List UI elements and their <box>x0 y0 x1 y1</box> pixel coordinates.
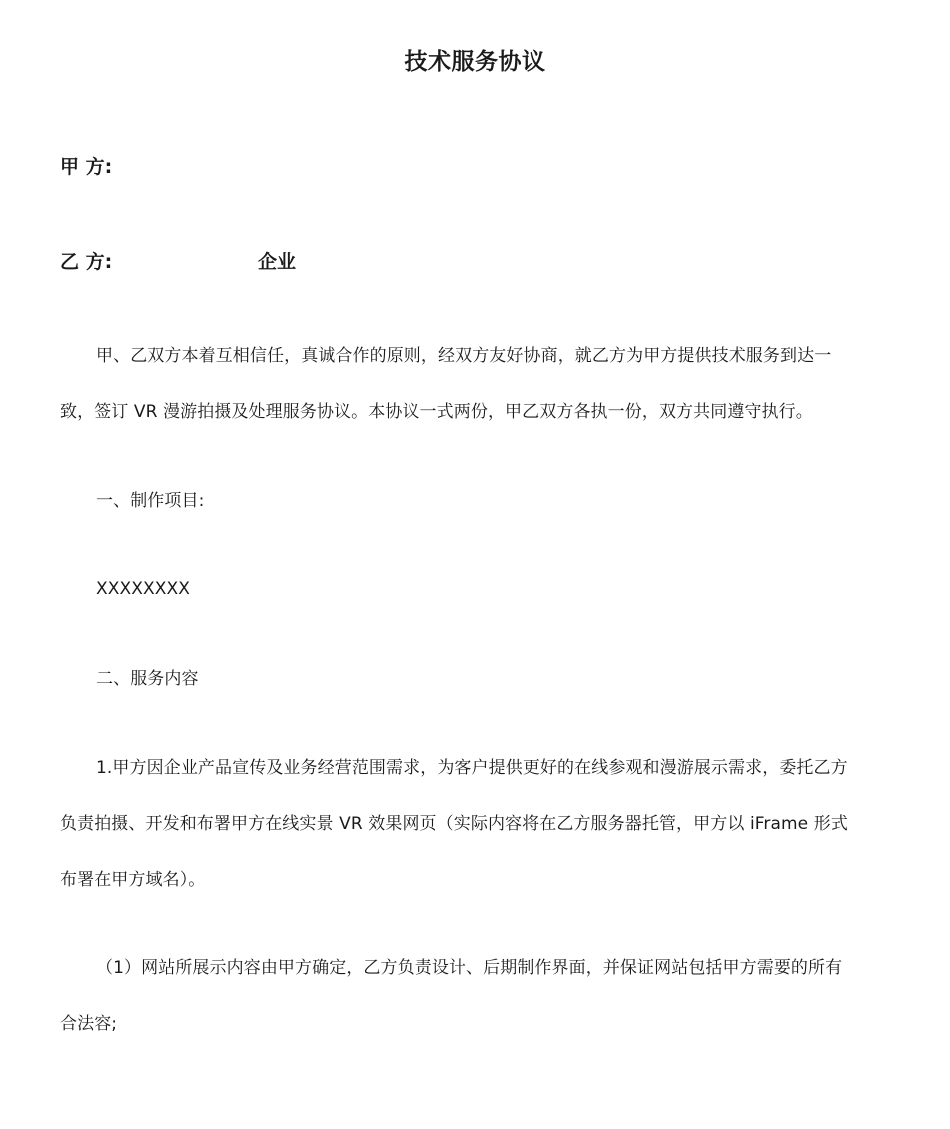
party-a-row <box>60 153 112 181</box>
party-b-label: 乙 方: <box>60 251 113 273</box>
intro-line-1: 甲、乙双方本着互相信任，真诚合作的原则，经双方友好协商，就乙方为甲方提供技术服务到达一 <box>96 346 832 366</box>
party-b-name: 企业 <box>258 251 297 273</box>
document-title: 技术服务协议 <box>404 49 546 75</box>
section2-heading: 二、服务内容 <box>96 669 199 689</box>
intro-line-2: 致，签订 VR 漫游拍摄及处理服务协议。本协议一式两份，甲乙双方各执一份，双方共同遵守执行。 <box>60 402 813 422</box>
section2-item1-sub1-line-2: 合法容; <box>60 1014 118 1034</box>
party-a-label: 甲 方: <box>60 156 113 178</box>
section2-item1-sub1-line-1: （1）网站所展示内容由甲方确定，乙方负责设计、后期制作界面，并保证网站包括甲方需要的所有 <box>96 958 843 978</box>
section1-content: XXXXXXXX <box>96 579 190 599</box>
section2-item1-line-1: 1.甲方因企业产品宣传及业务经营范围需求，为客户提供更好的在线参观和漫游展示需求，委托乙方 <box>96 758 848 778</box>
party-b-row <box>60 248 297 276</box>
section2-item1-line-2: 负责拍摄、开发和布署甲方在线实景 VR 效果网页（实际内容将在乙方服务器托管，甲方以 iFrame 形式 <box>60 814 848 834</box>
section2-item1-line-3: 布署在甲方域名）。 <box>60 870 206 890</box>
section1-heading: 一、制作项目: <box>96 491 205 511</box>
